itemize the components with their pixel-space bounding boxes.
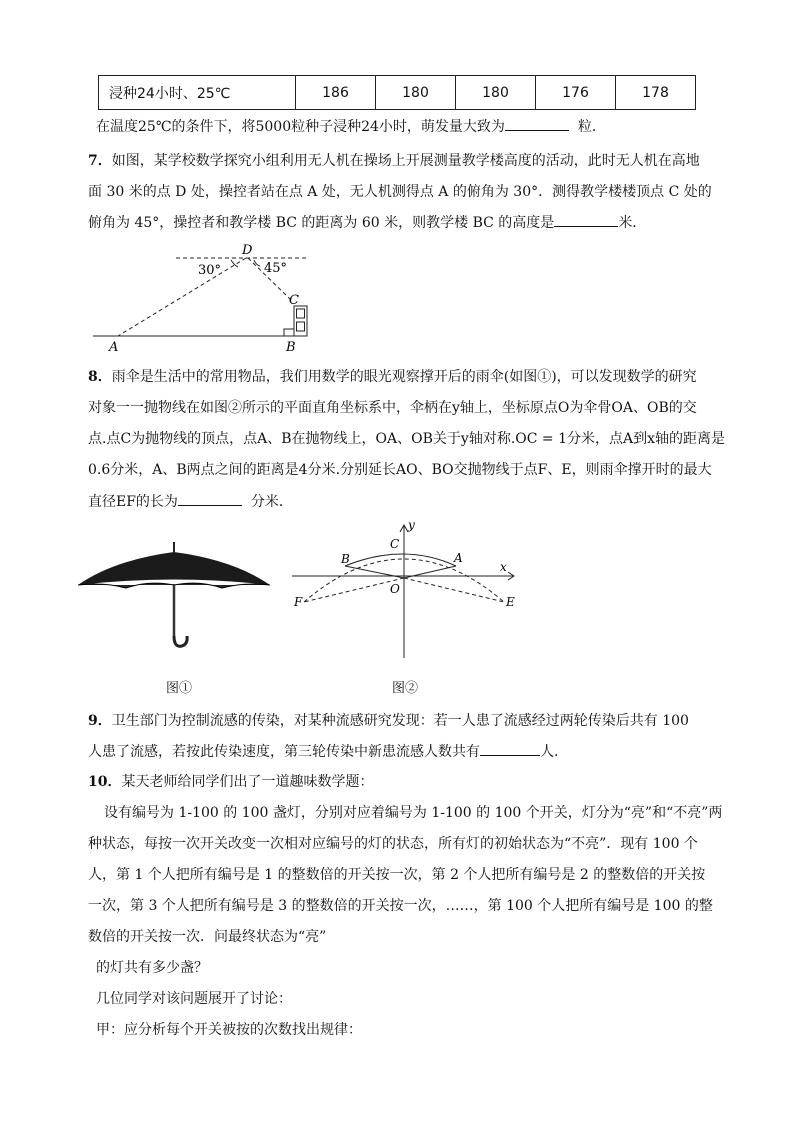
table-cell: 180	[376, 76, 456, 110]
label-C: C	[390, 537, 400, 551]
question-number: 7．	[88, 153, 112, 169]
caption-figure-1: 图①	[166, 681, 193, 696]
q10-para-6: 的灯共有多少盏？	[96, 960, 208, 976]
label-B: B	[286, 340, 296, 355]
answer-blank[interactable]	[178, 491, 242, 506]
q10-para-8: 甲：应分析每个开关被按的次数找出规律：	[96, 1022, 362, 1038]
q8-line-1	[88, 367, 697, 387]
answer-blank[interactable]	[554, 212, 618, 227]
q7-text: 如图，某学校数学探究小组利用无人机在操场上开展测量教学楼高度的活动，此时无人机在高地	[111, 153, 700, 169]
q7-line-3	[88, 212, 646, 233]
q7-line-1	[88, 151, 700, 171]
q7-line-2: 面 30 米的点 D 处，操控者站在点 A 处，无人机测得点 A 的俯角为 30°．测得教学楼楼顶点 C 处的	[88, 184, 712, 200]
label-B: B	[341, 552, 350, 566]
label-F: F	[294, 595, 303, 609]
umbrella-handle	[174, 636, 187, 646]
table-cell: 176	[536, 76, 616, 110]
q9-text: 卫生部门为控制流感的传染，对某种流感研究发现：若一人患了流感经过两轮传染后共有 100	[111, 713, 689, 729]
q9-unit: 人.	[540, 744, 559, 760]
q10-para-1: 设有编号为 1-100 的 100 盏灯，分别对应着编号为 1-100 的 100 个开关，灯分为“亮”和“不亮”两	[104, 805, 723, 821]
q10-text: 某天老师给同学们出了一道趣味数学题：	[121, 774, 374, 790]
q8-line-2: 对象一一抛物线在如图②所示的平面直角坐标系中，伞柄在y轴上，坐标原点O为伞骨OA、OB的交	[88, 400, 697, 416]
table-cell-label: 浸种24小时、25℃	[99, 76, 296, 110]
q8-unit: 分米．	[250, 494, 293, 510]
q8-line-5	[88, 491, 293, 512]
question-number: 10．	[88, 774, 122, 790]
line-OF	[304, 578, 404, 602]
q7-text: 俯角为 45°，操控者和教学楼 BC 的距离为 60 米，则教学楼 BC 的高度是	[88, 215, 555, 231]
germination-table	[98, 75, 696, 110]
question-number: 9．	[88, 713, 112, 729]
label-x: x	[500, 560, 507, 574]
q8-line-4: 0.6分米，A、B两点之间的距离是4分米.分别延长AO、BO交抛物线于点F、E，则雨伞撑开时的最大	[88, 462, 712, 478]
question-number: 8．	[88, 369, 112, 385]
q9-text: 人患了流感，若按此传染速度，第三轮传染中新患流感人数共有	[88, 744, 480, 760]
q8-text: 雨伞是生活中的常用物品，我们用数学的眼光观察撑开后的雨伞(如图①)，可以发现数学的研究	[111, 369, 697, 385]
q10-para-7: 几位同学对该问题展开了讨论：	[96, 991, 292, 1007]
label-C: C	[289, 293, 299, 308]
q10-para-2: 种状态，每按一次开关改变一次相对应编号的灯的状态，所有灯的初始状态为“不亮”．现有 100 个	[88, 836, 698, 852]
q9-line-1	[88, 711, 689, 731]
parabola-figure	[290, 520, 520, 660]
building-window	[297, 322, 305, 331]
label-D: D	[242, 243, 253, 258]
q7-unit: 米．	[618, 215, 647, 231]
q8-text: 直径EF的长为	[88, 494, 178, 510]
label-45: 45°	[264, 261, 288, 276]
q10-para-4: 一次，第 3 个人把所有编号是 3 的整数倍的开关按一次，……，第 100 个人把所有编号是 100 的整	[88, 898, 713, 914]
table-cell: 180	[456, 76, 536, 110]
umbrella-canopy	[78, 552, 270, 585]
label-A: A	[454, 551, 463, 565]
table-row	[99, 76, 696, 110]
line-DA	[118, 258, 246, 336]
q6-unit: 粒.	[577, 119, 597, 135]
q6-text: 在温度25℃的条件下，将5000粒种子浸种24小时，萌发量大致为	[96, 119, 505, 135]
table-cell: 178	[616, 76, 696, 110]
answer-blank[interactable]	[505, 116, 569, 131]
label-O: O	[390, 582, 400, 596]
right-angle-mark	[284, 329, 294, 336]
caption-figure-2: 图②	[392, 681, 419, 696]
drone-figure	[88, 240, 328, 355]
label-30: 30°	[198, 263, 222, 278]
label-E: E	[506, 595, 515, 609]
umbrella-photo	[74, 538, 274, 653]
answer-blank[interactable]	[480, 741, 540, 756]
table-cell: 186	[296, 76, 376, 110]
q8-line-3: 点.点C为抛物线的顶点，点A、B在抛物线上，OA、OB关于y轴对称.OC = 1分米，点A到x轴的距离是	[88, 431, 726, 447]
q10-line-1	[88, 772, 373, 792]
q10-para-5: 数倍的开关按一次．问最终状态为“亮”	[88, 929, 327, 945]
q10-para-3: 人，第 1 个人把所有编号是 1 的整数倍的开关按一次，第 2 个人把所有编号是 2 的整数倍的开关按	[88, 867, 706, 883]
label-A: A	[109, 340, 119, 355]
label-y: y	[408, 520, 415, 532]
building-window	[297, 309, 305, 318]
q9-line-2	[88, 741, 558, 762]
q6-tail	[96, 116, 596, 137]
